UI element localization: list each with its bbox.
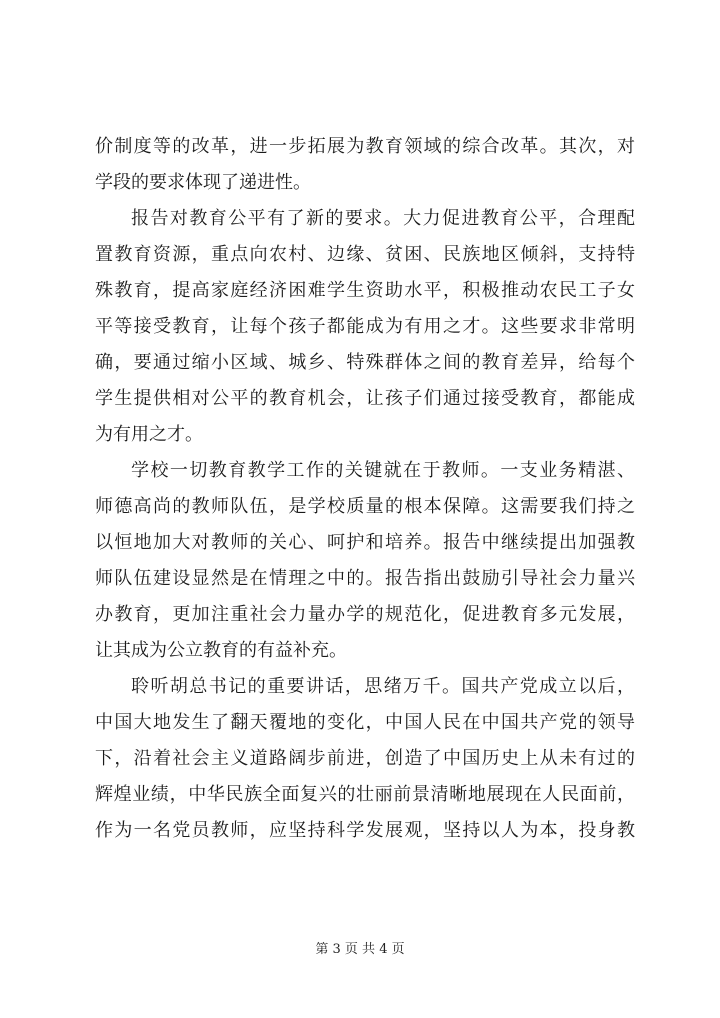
text-line: 确，要通过缩小区域、城乡、特殊群体之间的教育差异，给每个 — [95, 352, 635, 373]
text-line: 下，沿着社会主义道路阔步前进，创造了中国历史上从未有过的 — [95, 748, 635, 769]
text-line: 报告对教育公平有了新的要求。大力促进教育公平，合理配 — [131, 208, 635, 229]
text-line: 平等接受教育，让每个孩子都能成为有用之才。这些要求非常明 — [95, 316, 635, 337]
text-line: 置教育资源，重点向农村、边缘、贫困、民族地区倾斜，支持特 — [95, 244, 635, 265]
text-line: 学段的要求体现了递进性。 — [95, 172, 311, 193]
text-line: 聆听胡总书记的重要讲话，思绪万千。国共产党成立以后， — [131, 676, 635, 697]
text-line: 辉煌业绩，中华民族全面复兴的壮丽前景清晰地展现在人民面前， — [95, 784, 635, 805]
text-line: 以恒地加大对教师的关心、呵护和培养。报告中继续提出加强教 — [95, 532, 635, 553]
paragraph — [95, 201, 635, 453]
page-number-footer: 第 3 页 共 4 页 — [315, 942, 405, 957]
text-line: 中国大地发生了翻天覆地的变化，中国人民在中国共产党的领导 — [95, 712, 635, 733]
paragraph — [95, 669, 635, 849]
text-line: 办教育，更加注重社会力量办学的规范化，促进教育多元发展， — [95, 604, 635, 625]
text-line: 为有用之才。 — [95, 424, 203, 445]
text-line: 让其成为公立教育的有益补充。 — [95, 640, 347, 661]
text-line: 学生提供相对公平的教育机会，让孩子们通过接受教育，都能成 — [95, 388, 635, 409]
paragraph — [95, 453, 635, 669]
text-line: 作为一名党员教师，应坚持科学发展观，坚持以人为本，投身教 — [95, 820, 635, 841]
text-line: 师德高尚的教师队伍，是学校质量的根本保障。这需要我们持之 — [95, 496, 635, 517]
text-line: 价制度等的改革，进一步拓展为教育领域的综合改革。其次，对 — [95, 136, 635, 157]
text-line: 学校一切教育教学工作的关键就在于教师。一支业务精湛、 — [131, 460, 635, 481]
text-line: 师队伍建设显然是在情理之中的。报告指出鼓励引导社会力量兴 — [95, 568, 635, 589]
paragraph — [95, 129, 635, 201]
document-body — [95, 129, 635, 849]
text-line: 殊教育，提高家庭经济困难学生资助水平，积极推动农民工子女 — [95, 280, 635, 301]
